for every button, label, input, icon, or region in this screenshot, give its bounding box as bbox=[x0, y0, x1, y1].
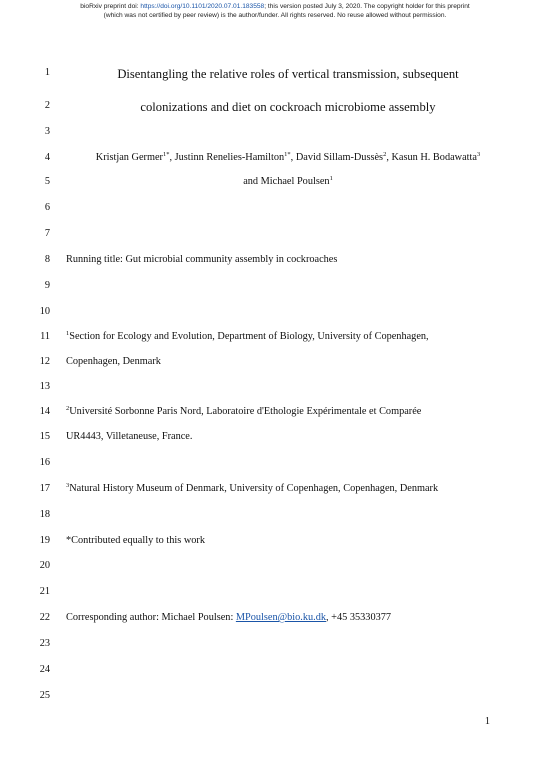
line-number: 3 bbox=[44, 126, 50, 137]
affiliation-3 bbox=[66, 483, 438, 494]
line-number: 7 bbox=[44, 228, 50, 239]
line-number: 15 bbox=[39, 431, 50, 442]
line-number: 5 bbox=[44, 176, 50, 187]
line-number: 14 bbox=[39, 406, 50, 417]
line-number: 1 bbox=[44, 67, 50, 78]
line-number: 25 bbox=[39, 690, 50, 701]
affiliation-text: Section for Ecology and Evolution, Department of Biology, University of Copenhagen, bbox=[69, 331, 429, 342]
affiliation-2-line-1 bbox=[66, 406, 421, 417]
line-number: 16 bbox=[39, 457, 50, 468]
line-number: 9 bbox=[44, 280, 50, 291]
affiliation-text: Université Sorbonne Paris Nord, Laboratoire d'Ethologie Expérimentale et Comparée bbox=[69, 406, 422, 417]
line-number: 4 bbox=[44, 152, 50, 163]
running-title: Running title: Gut microbial community assembly in cockroaches bbox=[66, 254, 338, 265]
line-number: 18 bbox=[39, 509, 50, 520]
author-name: , Justinn Renelies-Hamilton bbox=[169, 152, 285, 163]
author-name: and Michael Poulsen bbox=[243, 176, 330, 187]
affiliation-1-line-2: Copenhagen, Denmark bbox=[66, 356, 161, 367]
line-number: 24 bbox=[39, 664, 50, 675]
title-line-2: colonizations and diet on cockroach microbiome assembly bbox=[140, 100, 436, 114]
line-number: 6 bbox=[44, 202, 50, 213]
line-number: 10 bbox=[39, 306, 50, 317]
email-link[interactable]: MPoulsen@bio.ku.dk bbox=[235, 612, 327, 623]
banner-prefix: bioRxiv preprint doi: bbox=[80, 3, 141, 10]
line-number: 19 bbox=[39, 535, 50, 546]
author-name: , Kasun H. Bodawatta bbox=[386, 152, 477, 163]
affiliation-sup: 1 bbox=[66, 330, 70, 337]
preprint-banner bbox=[0, 3, 550, 20]
author-list-line-1 bbox=[60, 152, 516, 163]
affiliation-sup: 2 bbox=[66, 405, 70, 412]
corresponding-phone: , +45 35330377 bbox=[326, 612, 392, 623]
line-number: 17 bbox=[39, 483, 50, 494]
author-affiliation-sup: 1* bbox=[284, 151, 291, 158]
author-affiliation-sup: 1* bbox=[162, 151, 170, 158]
author-affiliation-sup: 2 bbox=[383, 151, 387, 158]
line-number: 13 bbox=[39, 381, 50, 392]
affiliation-2-line-2: UR4443, Villetaneuse, France. bbox=[66, 431, 193, 442]
author-list-line-2 bbox=[60, 176, 516, 187]
line-number: 12 bbox=[39, 356, 50, 367]
author-name: Kristjan Germer bbox=[95, 152, 163, 163]
line-number: 11 bbox=[40, 331, 50, 342]
equal-contribution-note: *Contributed equally to this work bbox=[66, 535, 205, 546]
affiliation-text: Natural History Museum of Denmark, University of Copenhagen, Copenhagen, Denmark bbox=[69, 483, 439, 494]
banner-suffix: ; this version posted July 3, 2020. The copyright holder for this preprint bbox=[264, 3, 470, 10]
corresponding-author bbox=[66, 612, 391, 623]
affiliation-1-line-1 bbox=[66, 331, 429, 342]
line-number: 23 bbox=[39, 638, 50, 649]
author-affiliation-sup: 3 bbox=[476, 151, 481, 158]
page-number: 1 bbox=[484, 716, 490, 727]
line-number: 22 bbox=[39, 612, 50, 623]
line-number: 21 bbox=[39, 586, 50, 597]
title-line-1: Disentangling the relative roles of vertical transmission, subsequent bbox=[117, 67, 459, 81]
line-number: 8 bbox=[44, 254, 50, 265]
banner-line-2: (which was not certified by peer review) is the author/funder. All rights reserved. No reuse allowed without permission. bbox=[103, 11, 447, 19]
doi-link[interactable]: https://doi.org/10.1101/2020.07.01.183558 bbox=[140, 3, 265, 10]
author-name: , David Sillam-Dussès bbox=[290, 152, 384, 163]
author-affiliation-sup: 1 bbox=[329, 175, 333, 182]
affiliation-sup: 3 bbox=[66, 482, 70, 489]
banner-line-1 bbox=[0, 3, 550, 12]
corresponding-label: Corresponding author: Michael Poulsen: bbox=[66, 612, 236, 623]
line-number: 20 bbox=[39, 560, 50, 571]
line-number: 2 bbox=[44, 100, 50, 111]
